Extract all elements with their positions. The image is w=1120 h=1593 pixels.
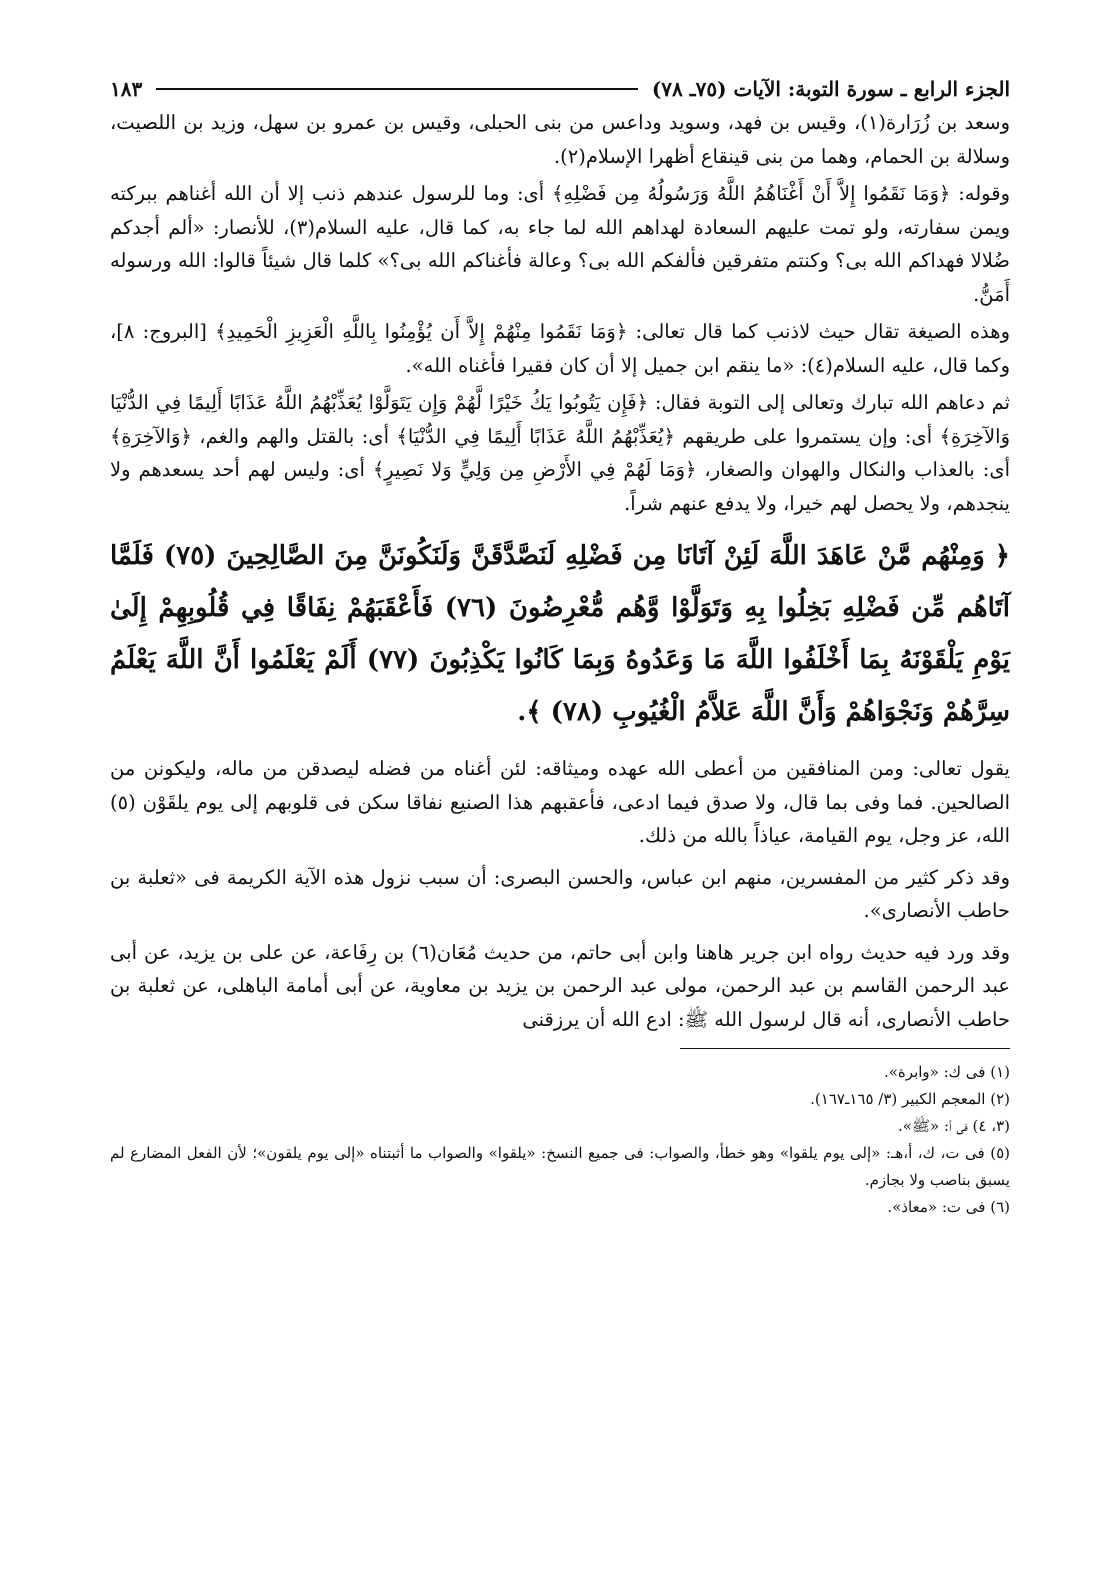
paragraph-6: وقد ذكر كثير من المفسرين، منهم ابن عباس، والحسن البصرى: أن سبب نزول هذه الآية الكريمة فى «ثعلبة بن حاطب الأنصارى».: [110, 865, 1010, 922]
footnote-3: (٣، ٤) فى أ: «ﷺ».: [897, 1117, 1010, 1135]
footnote-2: (٢) المعجم الكبير (٣/ ١٦٥ـ١٦٧).: [810, 1090, 1010, 1108]
footnote-4: (٥) فى ت، ك، أ،هـ: «إلى يوم يلقوا» وهو خطأ، والصواب: فى جميع النسخ: «يلقوا» والصواب ما أثبتناه «إلى يوم يلقون»؛ لأن الفعل المضارع لم يسبق بناصب ولا بجازم.: [110, 1144, 1010, 1189]
header-title: الجزء الرابع ـ سورة التوبة: الآيات (٧٥ـ ٧٨): [651, 77, 1010, 101]
paragraph-2: وقوله: ﴿وَمَا نَقَمُوا إِلاَّ أَنْ أَغْنَاهُمُ اللَّهُ وَرَسُولُهُ مِن فَضْلِهِ﴾ أى: وما للرسول عندهم ذنب إلا أن الله أغناهم ببركته ويمن سفارته، ولو تمت عليهم السعادة لهداهم الله لما جاء به، كما قال، عليه السلام(٣)، للأنصار: «ألم أجدكم ضُلالا فهداكم الله بى؟ وكنتم متفرقين فألفكم الله بى؟ وعالة فأغناكم الله بى؟» كلما قال شيئاً قالوا: الله ورسوله أَمَنُّ.: [110, 182, 1010, 306]
quran-verse-block: ﴿ وَمِنْهُم مَّنْ عَاهَدَ اللَّهَ لَئِنْ آتَانَا مِن فَضْلِهِ لَنَصَّدَّقَنَّ وَلَنَكُونَنَّ مِنَ الصَّالِحِينَ (٧٥) فَلَمَّا آتَاهُم مِّن فَضْلِهِ بَخِلُوا بِهِ وَتَوَلَّوْا وَّهُم مُّعْرِضُونَ (٧٦) فَأَعْقَبَهُمْ نِفَاقًا فِي قُلُوبِهِمْ إِلَىٰ يَوْمِ يَلْقَوْنَهُ بِمَا أَخْلَفُوا اللَّهَ مَا وَعَدُوهُ وَبِمَا كَانُوا يَكْذِبُونَ (٧٧) أَلَمْ يَعْلَمُوا أَنَّ اللَّهَ يَعْلَمُ سِرَّهُمْ وَنَجْوَاهُمْ وَأَنَّ اللَّهَ عَلاَّمُ الْغُيُوبِ (٧٨) ﴾.: [110, 541, 1011, 727]
paragraph-7: وقد ورد فيه حديث رواه ابن جرير هاهنا وابن أبى حاتم، من حديث مُعَان(٦) بن رِفَاعة، عن على بن يزيد، عن أبى عبد الرحمن القاسم بن عبد الرحمن، مولى عبد الرحمن بن يزيد بن معاوية، عن أبى أمامة الباهلى، عن ثعلبة بن حاطب الأنصارى، أنه قال لرسول الله ﷺ: ادع الله أن يرزقنى: [110, 940, 1010, 1031]
running-header: [110, 72, 1010, 106]
page-number: ١٨٣: [110, 77, 143, 101]
paragraph-4: ثم دعاهم الله تبارك وتعالى إلى التوبة فقال: ﴿فَإِن يَتُوبُوا يَكُ خَيْرًا لَّهُمْ وَإِن يَتَوَلَّوْا يُعَذِّبْهُمُ اللَّهُ عَذَابًا أَلِيمًا فِي الدُّنْيَا وَالآخِرَةِ﴾ أى: وإن يستمروا على طريقهم ﴿يُعَذِّبْهُمُ اللَّهُ عَذَابًا أَلِيمًا فِي الدُّنْيَا﴾ أى: بالقتل والهم والغم، ﴿وَالآخِرَةِ﴾ أى: بالعذاب والنكال والهوان والصغار، ﴿وَمَا لَهُمْ فِي الأَرْضِ مِن وَلِيٍّ وَلا نَصِيرٍ﴾ أى: وليس لهم أحد يسعدهم ولا ينجدهم، ولا يحصل لهم خيرا، ولا يدفع عنهم شراً.: [110, 391, 1010, 515]
book-page: [110, 72, 1010, 1221]
paragraph-5: يقول تعالى: ومن المنافقين من أعطى الله عهده وميثاقه: لئن أغناه من فضله ليصدقن من ماله، وليكونن من الصالحين. فما وفى بما قال، ولا صدق فيما ادعى، فأعقبهم هذا الصنيع نفاقا سكن فى قلوبهم إلى يوم يلقَوْن (٥) الله، عز وجل، يوم القيامة، عياذاً بالله من ذلك.: [110, 757, 1010, 847]
paragraph-1: وسعد بن زُرَارة(١)، وقيس بن فهد، وسويد وداعس من بنى الحبلى، وقيس بن عمرو بن سهل، وزيد بن اللصيت، وسلالة بن الحمام، وهما من بنى قينقاع أظهرا الإسلام(٢).: [110, 111, 1011, 168]
footnote-1: (١) فى ك: «وابرة».: [883, 1063, 1010, 1081]
header-rule: [156, 88, 638, 90]
footnote-5: (٦) فى ت: «معاذ».: [887, 1198, 1010, 1216]
footnotes: [110, 1059, 1010, 1221]
footnote-rule: [680, 1048, 1010, 1049]
paragraph-3: وهذه الصيغة تقال حيث لاذنب كما قال تعالى: ﴿وَمَا نَقَمُوا مِنْهُمْ إِلاَّ أَن يُؤْمِنُوا بِاللَّهِ الْعَزِيزِ الْحَمِيدِ﴾ [البروج: ٨]، وكما قال، عليه السلام(٤): «ما ينقم ابن جميل إلا أن كان فقيرا فأغناه الله».: [110, 320, 1010, 377]
